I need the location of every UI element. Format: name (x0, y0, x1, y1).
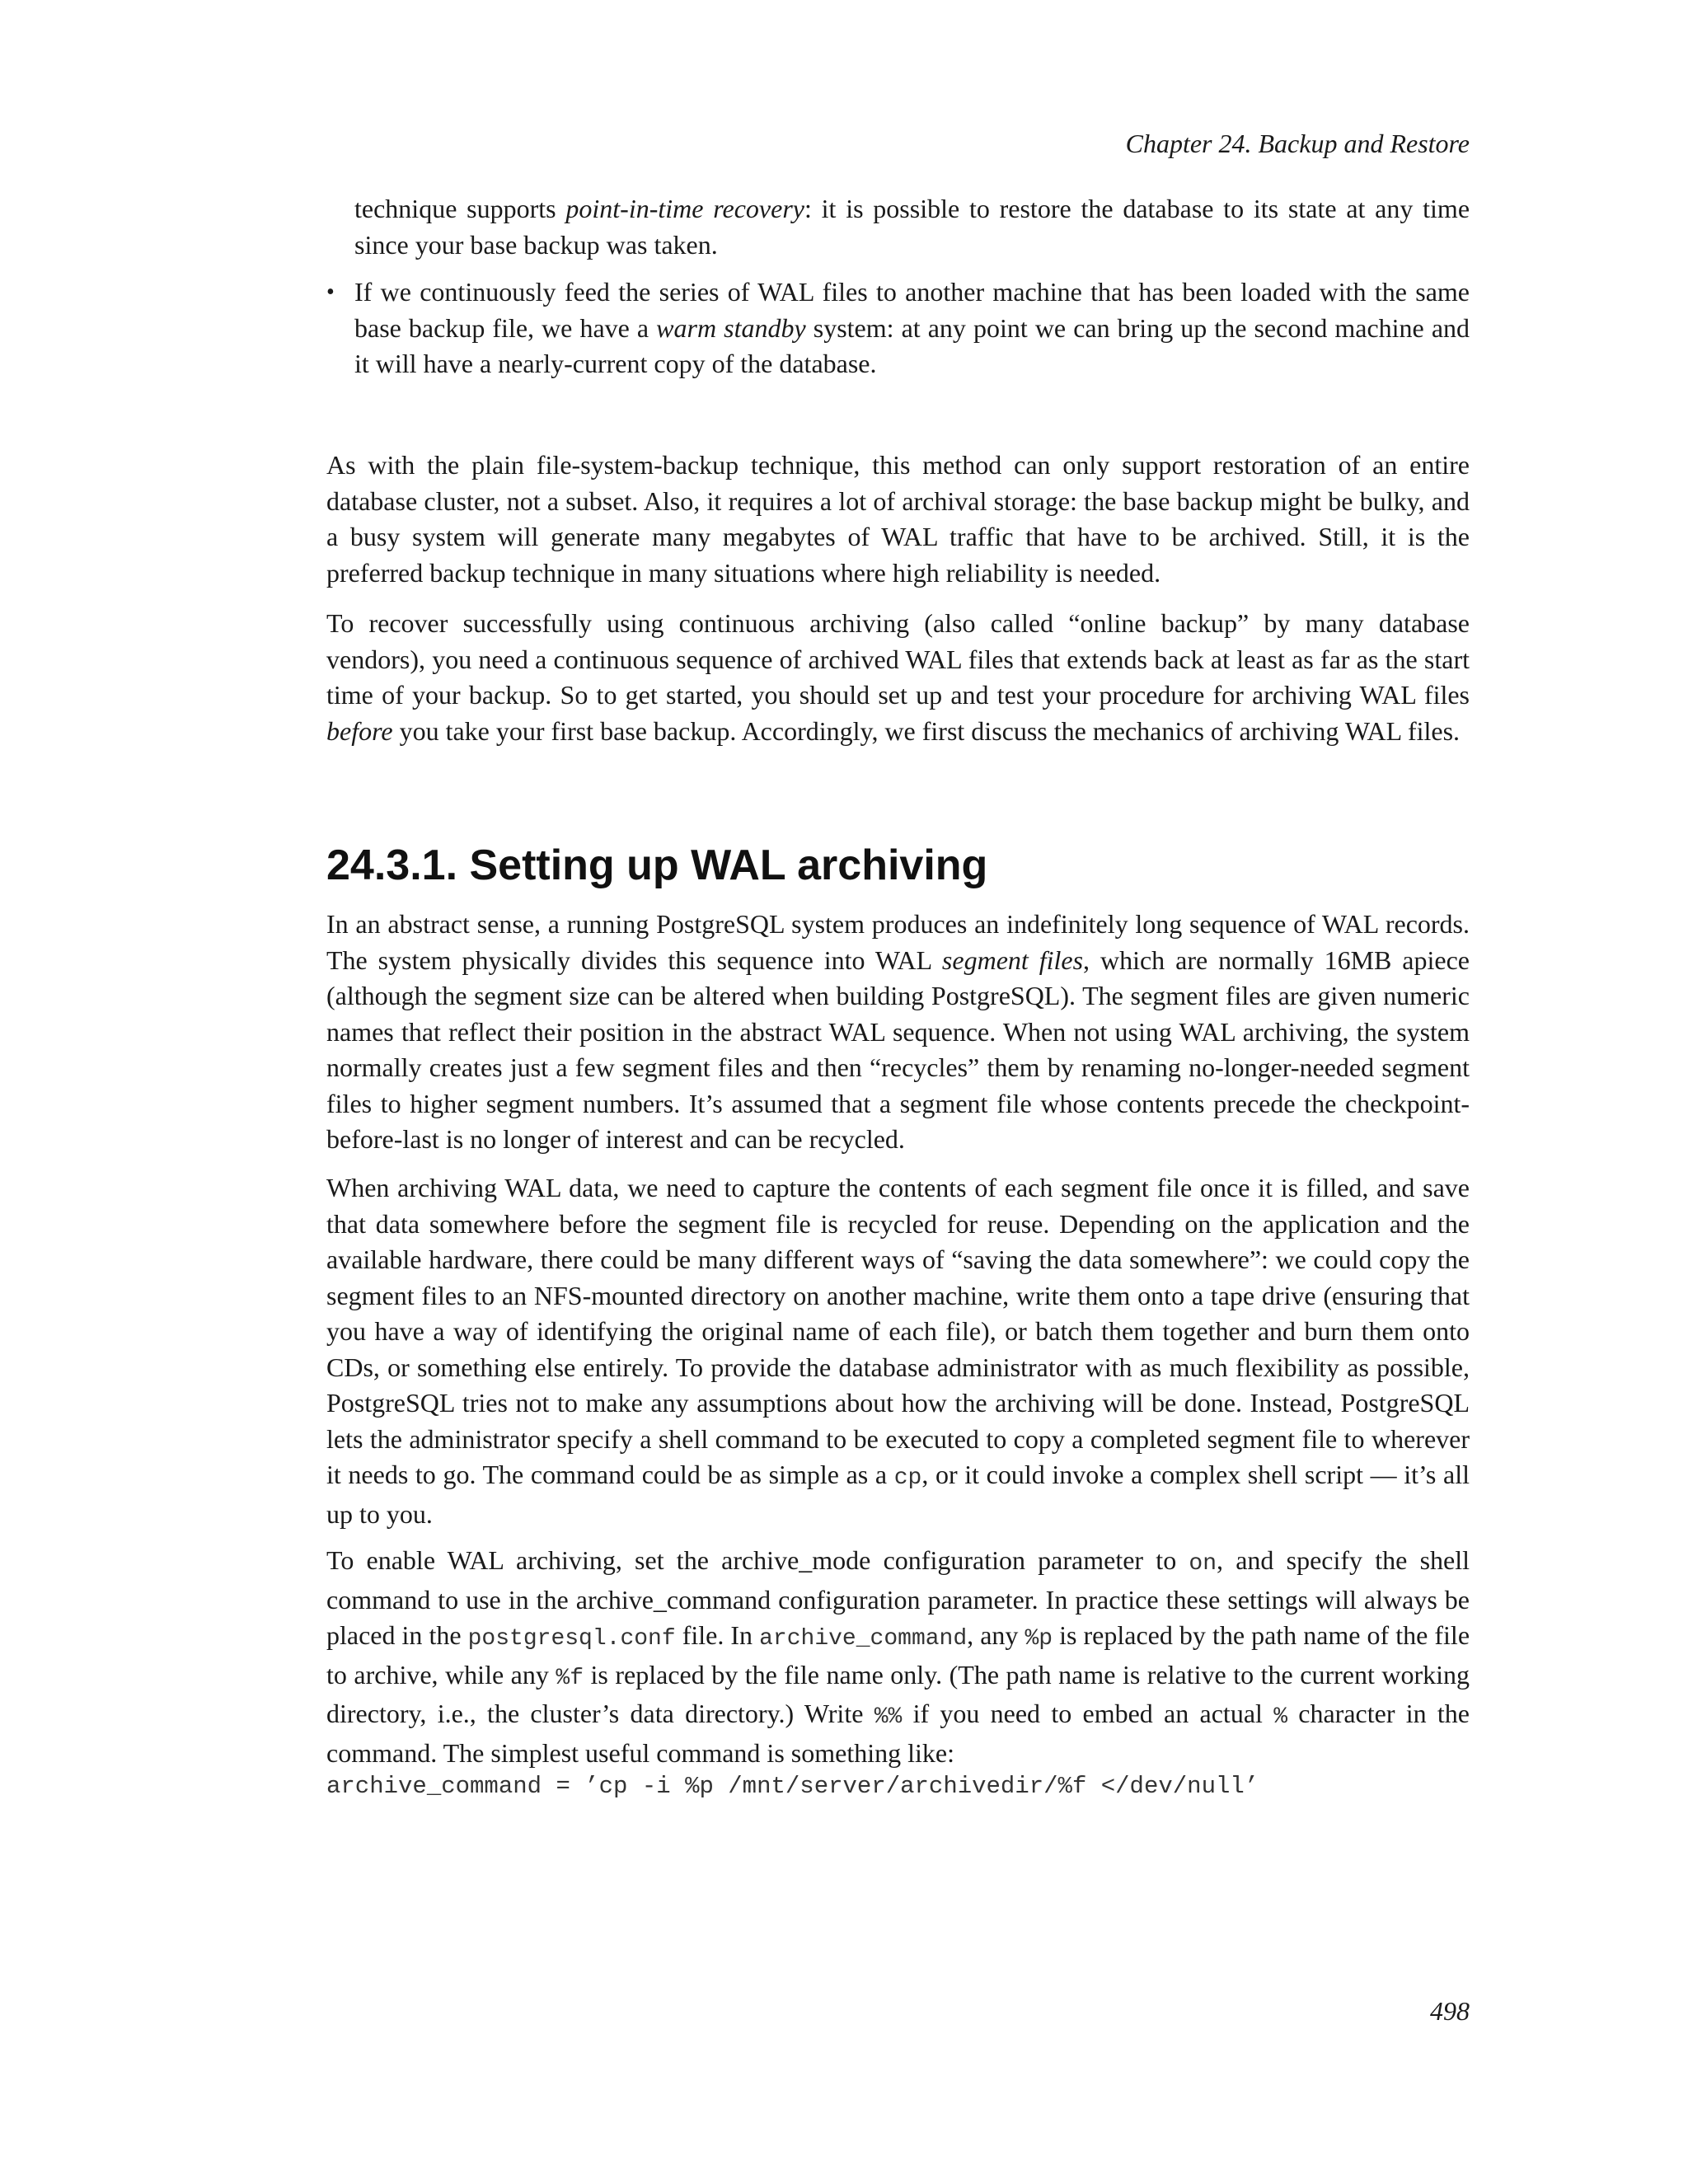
text-run: technique supports (354, 194, 566, 223)
text-run: When archiving WAL data, we need to capture the contents of each segment file once it is filled, and save that data somewhere before the segment file is recycled for reuse. Depending on the application and the available hardware, there could be many different ways of “saving the data somewhere”: we could copy the segment files to an NFS-mounted directory on another machine, write them onto a tape drive (ensuring that you have a way of identifying the original name of each file), or batch them together and burn them onto CDs, or something else entirely. To provide the database administrator with as much flexibility as possible, PostgreSQL tries not to make any assumptions about how the archiving will be done. Instead, PostgreSQL lets the administrator specify a shell command to be executed to copy a completed segment file to wherever it needs to go. The command could be as simple as a (326, 1173, 1470, 1489)
text-run: file. In (675, 1620, 760, 1650)
emphasis-text: point-in-time recovery (565, 194, 804, 223)
paragraph-abstract (326, 907, 1470, 1158)
text-run: if you need to embed an actual (902, 1699, 1274, 1728)
list-item (326, 191, 1470, 263)
inline-code: on (1189, 1551, 1217, 1577)
section-heading: 24.3.1. Setting up WAL archiving (326, 841, 988, 889)
bullet-icon: • (326, 279, 335, 305)
emphasis-text: before (326, 715, 393, 746)
list-item-text (354, 277, 1470, 378)
text-run: In an abstract sense, a running PostgreSQL system produces an indefinitely long sequence of WAL records. The system physically divides this sequence into WAL (326, 909, 1470, 975)
inline-code: postgresql.conf (467, 1626, 676, 1652)
emphasis-text: warm standby (656, 312, 806, 343)
text-run: character in the command. The simplest useful command is something like: (326, 1699, 1470, 1768)
paragraph-archiving (326, 1170, 1470, 1532)
bullet-list (326, 191, 1470, 394)
paragraph-recover (326, 606, 1470, 749)
text-run: If we continuously feed the series of WAL files to another machine that has been loaded with the same base backup file, we have a (354, 277, 1470, 343)
inline-code: %f (556, 1665, 584, 1691)
text-run: is replaced by the file name only. (The path name is relative to the current working directory, i.e., the cluster’s data directory.) Write (326, 1659, 1470, 1728)
paragraph-enable (326, 1543, 1470, 1771)
text-run: is replaced by the path name of the file to archive, while any (326, 1620, 1470, 1690)
text-run: , which are normally 16MB apiece (although the segment size can be altered when building PostgreSQL). The segment files are given numeric names that reflect their position in the abstract WAL sequence. When not using WAL archiving, the system normally creates just a few segment files and then “recycles” them by renaming no-longer-needed segment files to higher segment numbers. It’s assumed that a segment file whose contents precede the checkpoint-before-last is no longer of interest and can be recycled. (326, 944, 1470, 1154)
text-run: , any (967, 1620, 1025, 1650)
inline-code: cp (893, 1465, 922, 1491)
text-run: To enable WAL archiving, set the archive_mode configuration parameter to (326, 1545, 1189, 1575)
code-example: archive_command = ’cp -i %p /mnt/server/archivedir/%f </dev/null’ (326, 1773, 1259, 1800)
text-run: you take your first base backup. Accordingly, we first discuss the mechanics of archiving WAL files. (392, 715, 1461, 746)
text-run: To recover successfully using continuous archiving (also called “online backup” by many database vendors), you need a continuous sequence of archived WAL files that extends back at least as far as the start time of your backup. So to get started, you should set up and test your procedure for archiving WAL files (326, 608, 1470, 710)
inline-code: %% (874, 1704, 903, 1730)
list-item (326, 274, 1470, 382)
text-run: system: at any point we can bring up the second machine and it will have a nearly-current copy of the database. (354, 312, 1470, 378)
inline-code: % (1273, 1704, 1287, 1730)
text-run: As with the plain file-system-backup technique, this method can only support restoration of an entire database cluster, not a subset. Also, it requires a lot of archival storage: the base backup might be bulky, and a busy system will generate many megabytes of WAL traffic that have to be archived. Still, it is the preferred backup technique in many situations where high reliability is needed. (326, 450, 1470, 588)
inline-code: %p (1025, 1626, 1053, 1652)
text-run: : it is possible to restore the database to its state at any time since your base backup was taken. (354, 194, 1470, 260)
inline-code: archive_command (759, 1626, 968, 1652)
paragraph-restoration (326, 448, 1470, 591)
list-item-text (354, 194, 1470, 260)
text-run: , and specify the shell command to use in the archive_command configuration parameter. In practice these settings will always be placed in the (326, 1545, 1470, 1650)
running-head: Chapter 24. Backup and Restore (1125, 129, 1470, 158)
text-run: , or it could invoke a complex shell script — it’s all up to you. (326, 1460, 1470, 1529)
emphasis-text: segment files (941, 944, 1084, 975)
page-number: 498 (1430, 1996, 1470, 2026)
